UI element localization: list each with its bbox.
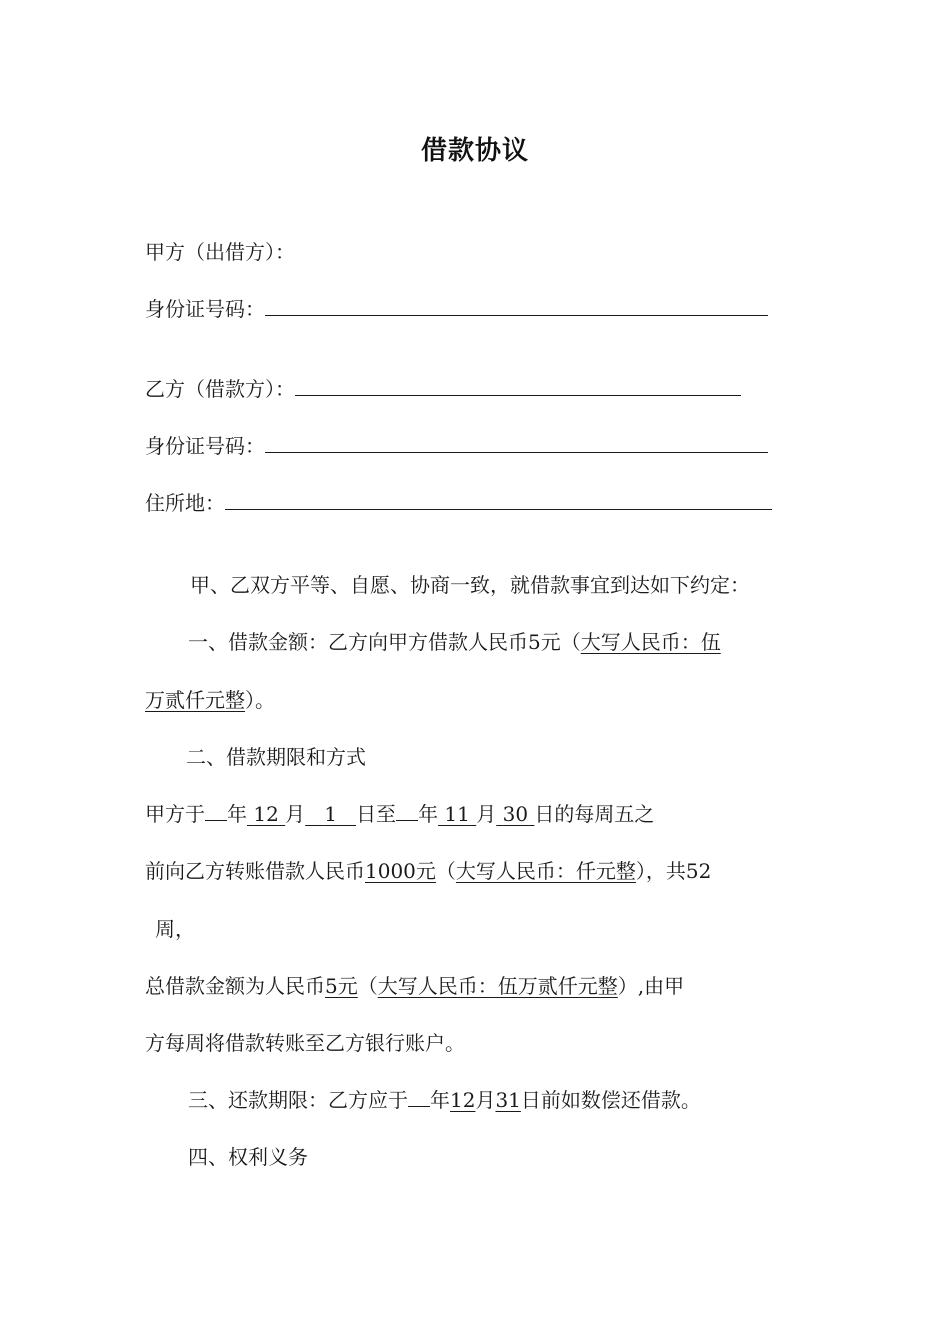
end-month-value: 11: [444, 802, 470, 826]
clause-2-l2-text-b: （: [435, 859, 456, 883]
start-year-blank: [205, 800, 227, 821]
clause-1-uppercase-part1: 大写人民币：伍: [580, 630, 721, 654]
clause-2-text-e: 年: [418, 802, 439, 826]
clause-2-l4-text-a: 总借款金额为人民币: [145, 974, 325, 998]
clause-2-l4-text-b: （: [357, 974, 378, 998]
end-year-blank: [396, 800, 418, 821]
party-a-line: [145, 238, 295, 266]
clause-1-line-1: [188, 628, 721, 656]
total-amount: 5元: [325, 974, 358, 998]
clause-2-line-2: [145, 857, 711, 885]
total-uppercase: 大写人民币：伍万贰仟元整: [377, 974, 618, 998]
party-b-address-blank: [225, 489, 772, 510]
repay-year-blank: [408, 1086, 430, 1107]
intro-paragraph: 甲、乙双方平等、自愿、协商一致，就借款事宜到达如下约定：: [190, 573, 750, 597]
party-b-id-label: 身份证号码：: [145, 434, 265, 458]
end-day-value: 30: [502, 802, 529, 826]
clause-2-line-5: 方每周将借款转账至乙方银行账户。: [145, 1031, 465, 1055]
party-b-label: 乙方（借款方）：: [145, 377, 295, 401]
clause-3-text-d: 日前如数偿还借款。: [520, 1088, 701, 1112]
clause-2-line-3: 周，: [155, 917, 195, 941]
clause-1-uppercase-part2: 万贰仟元整: [145, 688, 245, 712]
clause-2-text-d: 日至: [356, 802, 397, 826]
clause-3-line: [188, 1086, 701, 1114]
document-title: 借款协议: [420, 136, 529, 166]
clause-1-amount: 5: [528, 630, 541, 654]
clause-1-close: ）。: [245, 688, 275, 712]
party-a-label: 甲方（出借方）：: [145, 240, 295, 264]
clause-2-text-c: 月: [285, 802, 306, 826]
repay-day: 31: [495, 1088, 521, 1112]
clause-2-heading: 二、借款期限和方式: [186, 745, 366, 769]
party-b-name-blank: [295, 375, 741, 396]
clause-2-l2-text-a: 前向乙方转账借款人民币: [145, 859, 365, 883]
repay-month: 12: [450, 1088, 476, 1112]
clause-2-line-1: [145, 800, 654, 828]
party-b-line: [145, 375, 741, 403]
start-month-value: 12: [253, 802, 279, 826]
start-month: [247, 802, 285, 826]
clause-1-unit-open: 元（: [540, 630, 581, 654]
clause-2-text-b: 年: [227, 802, 247, 826]
party-a-id-label: 身份证号码：: [145, 297, 265, 321]
clause-2-l2-text-c: ），共52: [635, 859, 712, 883]
clause-3-text-b: 年: [430, 1088, 450, 1112]
clause-1-prefix: 一、借款金额：乙方向甲方借款人民币: [188, 630, 528, 654]
clause-3-text-a: 三、还款期限：乙方应于: [188, 1088, 408, 1112]
start-day: [305, 802, 356, 826]
clause-3-text-c: 月: [475, 1088, 496, 1112]
weekly-amount: 1000元: [365, 859, 436, 883]
party-b-address-line: [145, 489, 772, 517]
clause-2-text-g: 日的每周五之: [534, 802, 655, 826]
start-day-value: 1: [324, 802, 337, 826]
clause-4-heading: 四、权利义务: [188, 1145, 308, 1169]
clause-1-line-2: [145, 686, 275, 714]
clause-2-line-4: [145, 972, 684, 1000]
party-b-id-line: [145, 432, 768, 460]
party-b-id-blank: [265, 432, 768, 453]
party-a-id-blank: [265, 295, 768, 316]
end-month: [438, 802, 476, 826]
end-day: [496, 802, 534, 826]
clause-2-text-f: 月: [476, 802, 497, 826]
clause-2-l4-text-c: ）,由甲: [617, 974, 685, 998]
party-b-address-label: 住所地：: [145, 491, 225, 515]
weekly-uppercase: 大写人民币：仟元整: [455, 859, 636, 883]
clause-2-text-a: 甲方于: [145, 802, 205, 826]
party-a-id-line: [145, 295, 768, 323]
